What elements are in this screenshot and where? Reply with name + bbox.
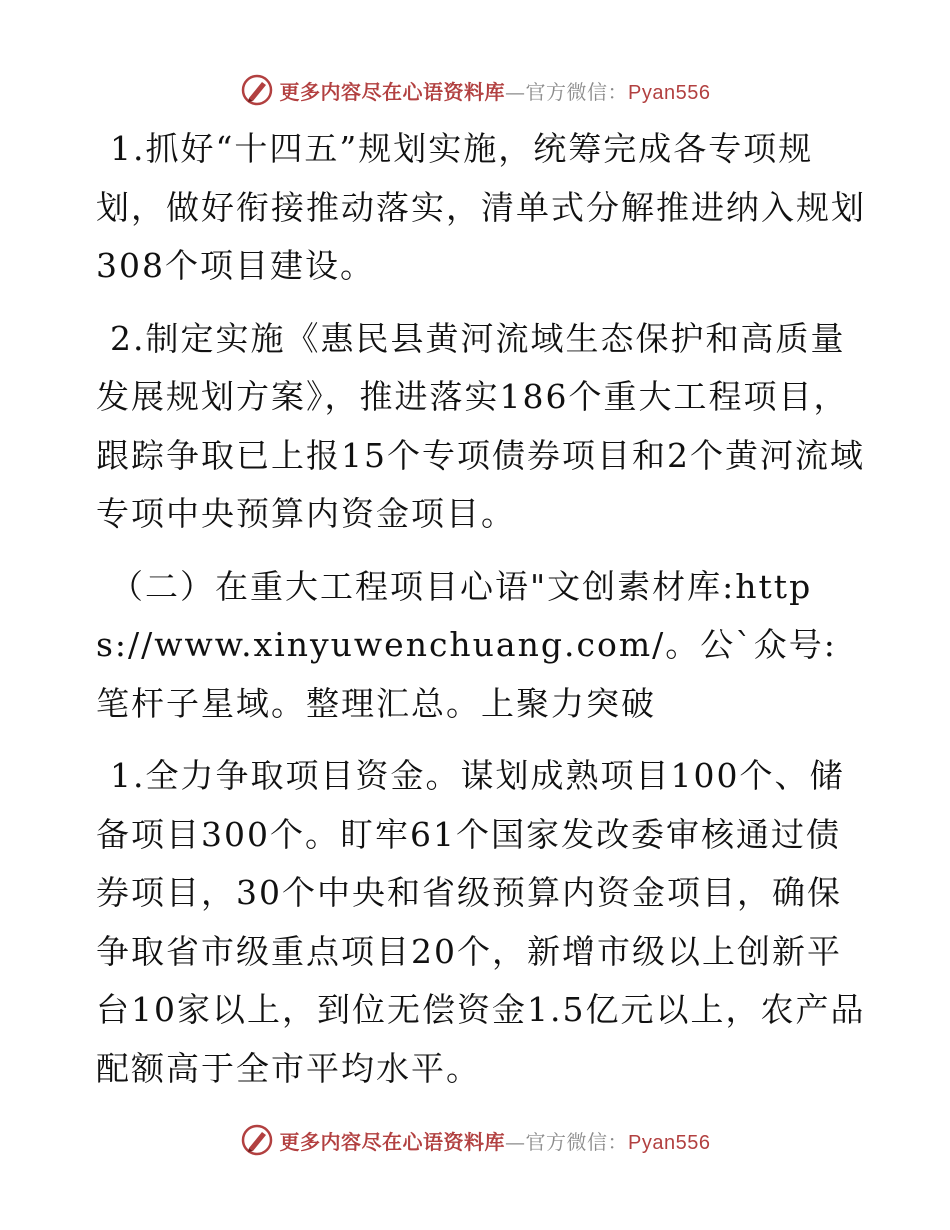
paragraph-4: 1.全力争取项目资金。谋划成熟项目100个、储备项目300个。盯牢61个国家发改委审核通过债券项目，30个中央和省级预算内资金项目，确保争取省市级重点项目20个，新增市级以上创新平台10家以上，到位无偿资金1.5亿元以上，农产品配额高于全市平均水平。	[96, 756, 866, 1088]
pen-logo-icon	[240, 1123, 274, 1157]
document-body	[96, 120, 866, 1112]
footer-watermark-banner	[0, 1120, 950, 1160]
watermark-official: —官方微信：	[505, 79, 629, 104]
watermark-wechat-id: Pyan556	[628, 1131, 711, 1154]
paragraph-3: （二）在重大工程项目心语"文创素材库:https://www.xinyuwenchuang.com/。公`众号:笔杆子星域。整理汇总。上聚力突破	[96, 566, 837, 723]
watermark-wechat-id: Pyan556	[628, 81, 711, 104]
watermark-main: 更多内容尽在心语资料库	[279, 1129, 506, 1154]
pen-logo-icon	[240, 73, 274, 107]
paragraph-2: 2.制定实施《惠民县黄河流域生态保护和高质量发展规划方案》，推进落实186个重大工程项目，跟踪争取已上报15个专项债券项目和2个黄河流域专项中央预算内资金项目。	[96, 318, 865, 533]
watermark-text	[280, 76, 711, 105]
watermark-main: 更多内容尽在心语资料库	[279, 79, 506, 104]
watermark-official: —官方微信：	[505, 1129, 629, 1154]
watermark-text	[280, 1126, 711, 1155]
paragraph-1: 1.抓好“十四五”规划实施，统筹完成各专项规划，做好衔接推动落实，清单式分解推进纳入规划308个项目建设。	[96, 129, 866, 285]
header-watermark-banner	[0, 70, 950, 110]
